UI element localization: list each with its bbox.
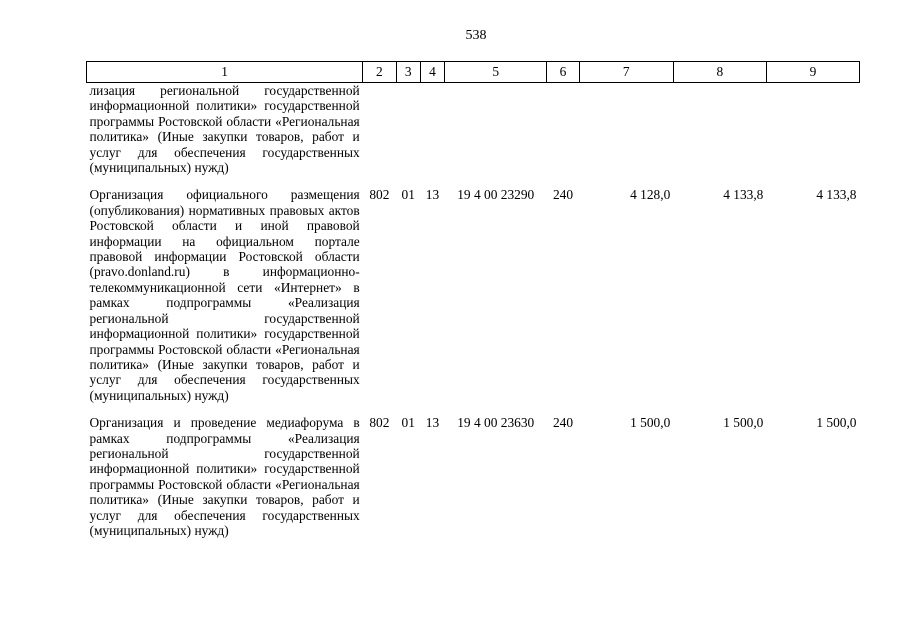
- row-description: Организация официального размещения (опубликования) нормативных правовых актов Ростовской области и иной правовой информации на официальном портале правовой информации Ростовской области (pravo.donland.ru) в информационно-телекоммуникационной сети «Интернет» в рамках подпрограммы «Реализация региональной государственной информационной политики» государственной программы Ростовской области «Региональная политика» (Иные закупки товаров, работ и услуг для обеспечения государственных (муниципальных) нужд): [89, 187, 360, 403]
- row-code-ministry: 802: [369, 187, 390, 203]
- header-col-4: 4: [420, 62, 444, 83]
- row-expense-type: 240: [552, 415, 574, 431]
- row-amount-2: 4 133,8: [723, 187, 764, 203]
- row-expense-type: 240: [552, 187, 574, 203]
- row-amount-1: 4 128,0: [630, 187, 671, 203]
- table-body: [87, 83, 860, 539]
- header-row: [87, 62, 860, 83]
- row-spacer: [87, 175, 860, 187]
- page-number: 538: [465, 28, 487, 43]
- row-code-ministry: 802: [369, 415, 390, 431]
- row-code-section: [396, 83, 420, 176]
- table-row: [87, 187, 860, 403]
- row-code-subsection: [420, 83, 444, 176]
- row-code-ministry: [363, 83, 396, 176]
- row-code-subsection: 13: [425, 187, 440, 203]
- header-col-6: 6: [547, 62, 579, 83]
- row-spacer: [87, 403, 860, 415]
- row-target-code: 19 4 00 23290: [457, 187, 535, 203]
- header-col-2: 2: [363, 62, 396, 83]
- table-header: [87, 62, 860, 83]
- header-col-8: 8: [673, 62, 766, 83]
- row-amount-3: [766, 83, 859, 176]
- row-amount-1: [579, 83, 673, 176]
- row-amount-3: 1 500,0: [816, 415, 857, 431]
- header-col-1: 1: [87, 62, 363, 83]
- header-col-3: 3: [396, 62, 420, 83]
- row-code-subsection: 13: [425, 415, 440, 431]
- budget-table: [86, 61, 860, 538]
- header-col-9: 9: [766, 62, 859, 83]
- table-row: [87, 415, 860, 538]
- row-amount-3: 4 133,8: [816, 187, 857, 203]
- row-target-code: 19 4 00 23630: [457, 415, 535, 431]
- table-row: [87, 83, 860, 176]
- row-code-section: 01: [401, 187, 415, 203]
- row-expense-type: [547, 83, 579, 176]
- row-amount-2: 1 500,0: [723, 415, 764, 431]
- header-col-5: 5: [445, 62, 547, 83]
- row-code-section: 01: [401, 415, 415, 431]
- row-description: Организация и проведение медиафорума в рамках подпрограммы «Реализация региональной государственной информационной политики» государственной программы Ростовской области «Региональная политика» (Иные закупки товаров, работ и услуг для обеспечения государственных (муниципальных) нужд): [89, 415, 360, 538]
- row-amount-1: 1 500,0: [630, 415, 671, 431]
- row-description: лизация региональной государственной информационной политики» государственной программы Ростовской области «Региональная политика» (Иные закупки товаров, работ и услуг для обеспечения государственных (муниципальных) нужд): [89, 83, 360, 176]
- header-col-7: 7: [579, 62, 673, 83]
- row-target-code: [445, 83, 547, 176]
- row-amount-2: [673, 83, 766, 176]
